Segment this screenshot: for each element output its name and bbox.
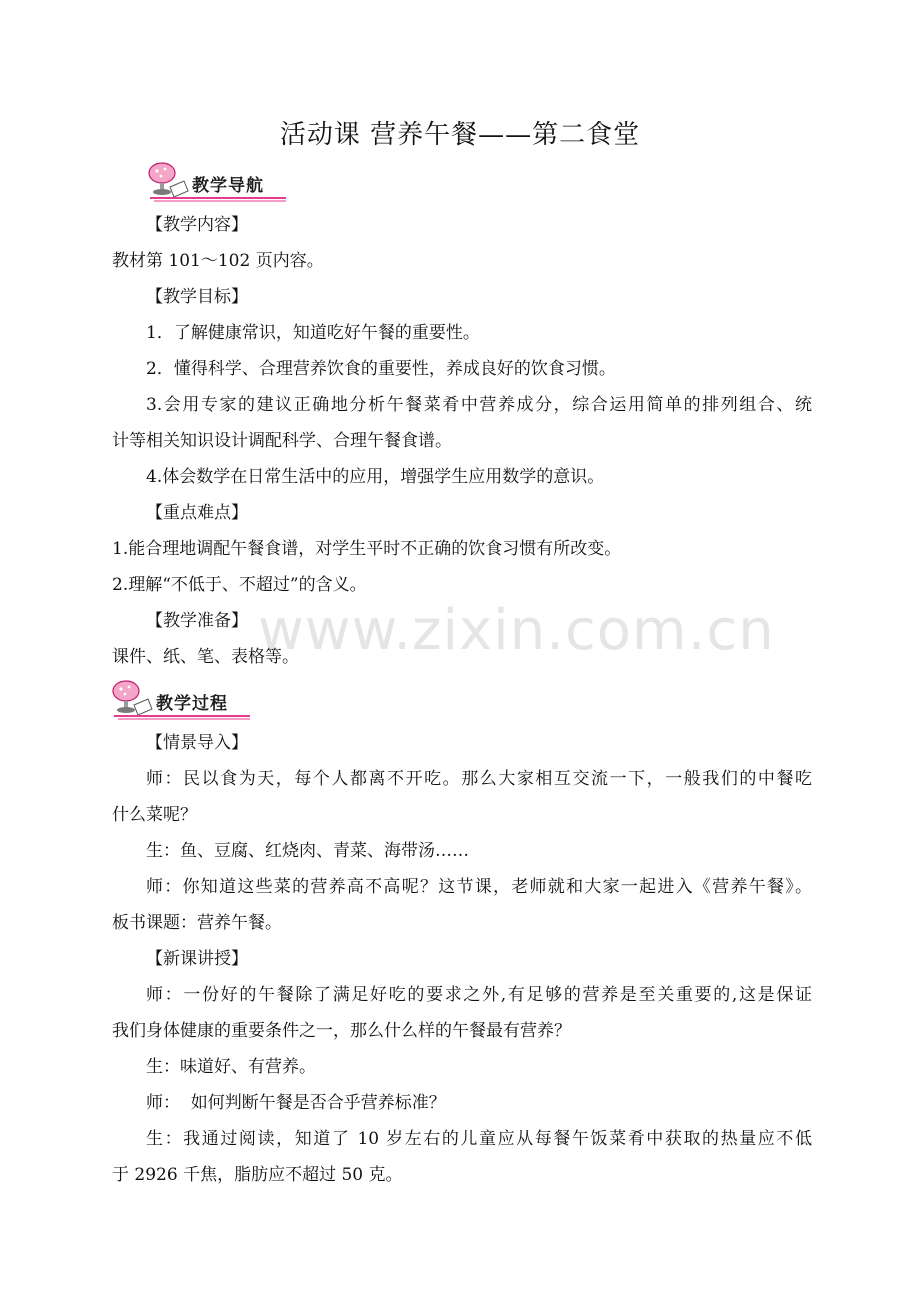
section-heading-objectives: 【教学目标】 bbox=[146, 287, 248, 307]
paragraph-line: 师：民以食为天，每个人都离不开吃。那么大家相互交流一下，一般我们的中餐吃 bbox=[146, 769, 812, 789]
paragraph-line: 2．懂得科学、合理营养饮食的重要性，养成良好的饮食习惯。 bbox=[146, 359, 616, 379]
paragraph-line: 计等相关知识设计调配科学、合理午餐食谱。 bbox=[112, 431, 452, 451]
paragraph-line: 生：鱼、豆腐、红烧肉、青菜、海带汤…… bbox=[146, 841, 469, 861]
paragraph-line: 师：你知道这些菜的营养高不高呢？这节课，老师就和大家一起进入《营养午餐》。 bbox=[146, 877, 812, 897]
section-heading-key-points: 【重点难点】 bbox=[146, 503, 248, 523]
paragraph-line: 4.体会数学在日常生活中的应用，增强学生应用数学的意识。 bbox=[146, 467, 605, 487]
teaching-process-badge bbox=[104, 679, 254, 723]
paragraph-line: 师：一份好的午餐除了满足好吃的要求之外,有足够的营养是至关重要的,这是保证 bbox=[146, 985, 812, 1005]
teaching-navigation-badge bbox=[140, 161, 290, 205]
paragraph-line: 1．了解健康常识，知道吃好午餐的重要性。 bbox=[146, 323, 480, 343]
teaching-process-label: 教学过程 bbox=[156, 694, 228, 714]
paragraph-line: 生：味道好、有营养。 bbox=[146, 1057, 316, 1077]
section-heading-scenario: 【情景导入】 bbox=[146, 733, 248, 753]
paragraph-line: 于 2926 千焦，脂肪应不超过 50 克。 bbox=[112, 1165, 403, 1185]
section-heading-preparation: 【教学准备】 bbox=[146, 611, 248, 631]
paragraph-line: 3.会用专家的建议正确地分析午餐菜肴中营养成分，综合运用简单的排列组合、统 bbox=[146, 395, 812, 415]
teaching-navigation-label: 教学导航 bbox=[192, 176, 264, 196]
paragraph-line: 生：我通过阅读，知道了 10 岁左右的儿童应从每餐午饭菜肴中获取的热量应不低 bbox=[146, 1129, 812, 1149]
paragraph-line: 我们身体健康的重要条件之一，那么什么样的午餐最有营养？ bbox=[112, 1021, 571, 1041]
paragraph-line: 什么菜呢？ bbox=[112, 805, 197, 825]
watermark: www.zixin.com.cn bbox=[258, 598, 775, 663]
paragraph-line: 1.能合理地调配午餐食谱，对学生平时不正确的饮食习惯有所改变。 bbox=[112, 539, 622, 559]
paragraph-line: 师： 如何判断午餐是否合乎营养标准？ bbox=[146, 1093, 446, 1113]
section-heading-new-lesson: 【新课讲授】 bbox=[146, 949, 248, 969]
page-title: 活动课 营养午餐——第二食堂 bbox=[279, 120, 641, 150]
paragraph-line: 2.理解“不低于、不超过”的含义。 bbox=[112, 575, 367, 595]
section-heading-content: 【教学内容】 bbox=[146, 215, 248, 235]
paragraph-line: 课件、纸、笔、表格等。 bbox=[112, 647, 299, 667]
paragraph-line: 板书课题：营养午餐。 bbox=[112, 913, 282, 933]
paragraph-line: 教材第 101～102 页内容。 bbox=[112, 251, 324, 271]
